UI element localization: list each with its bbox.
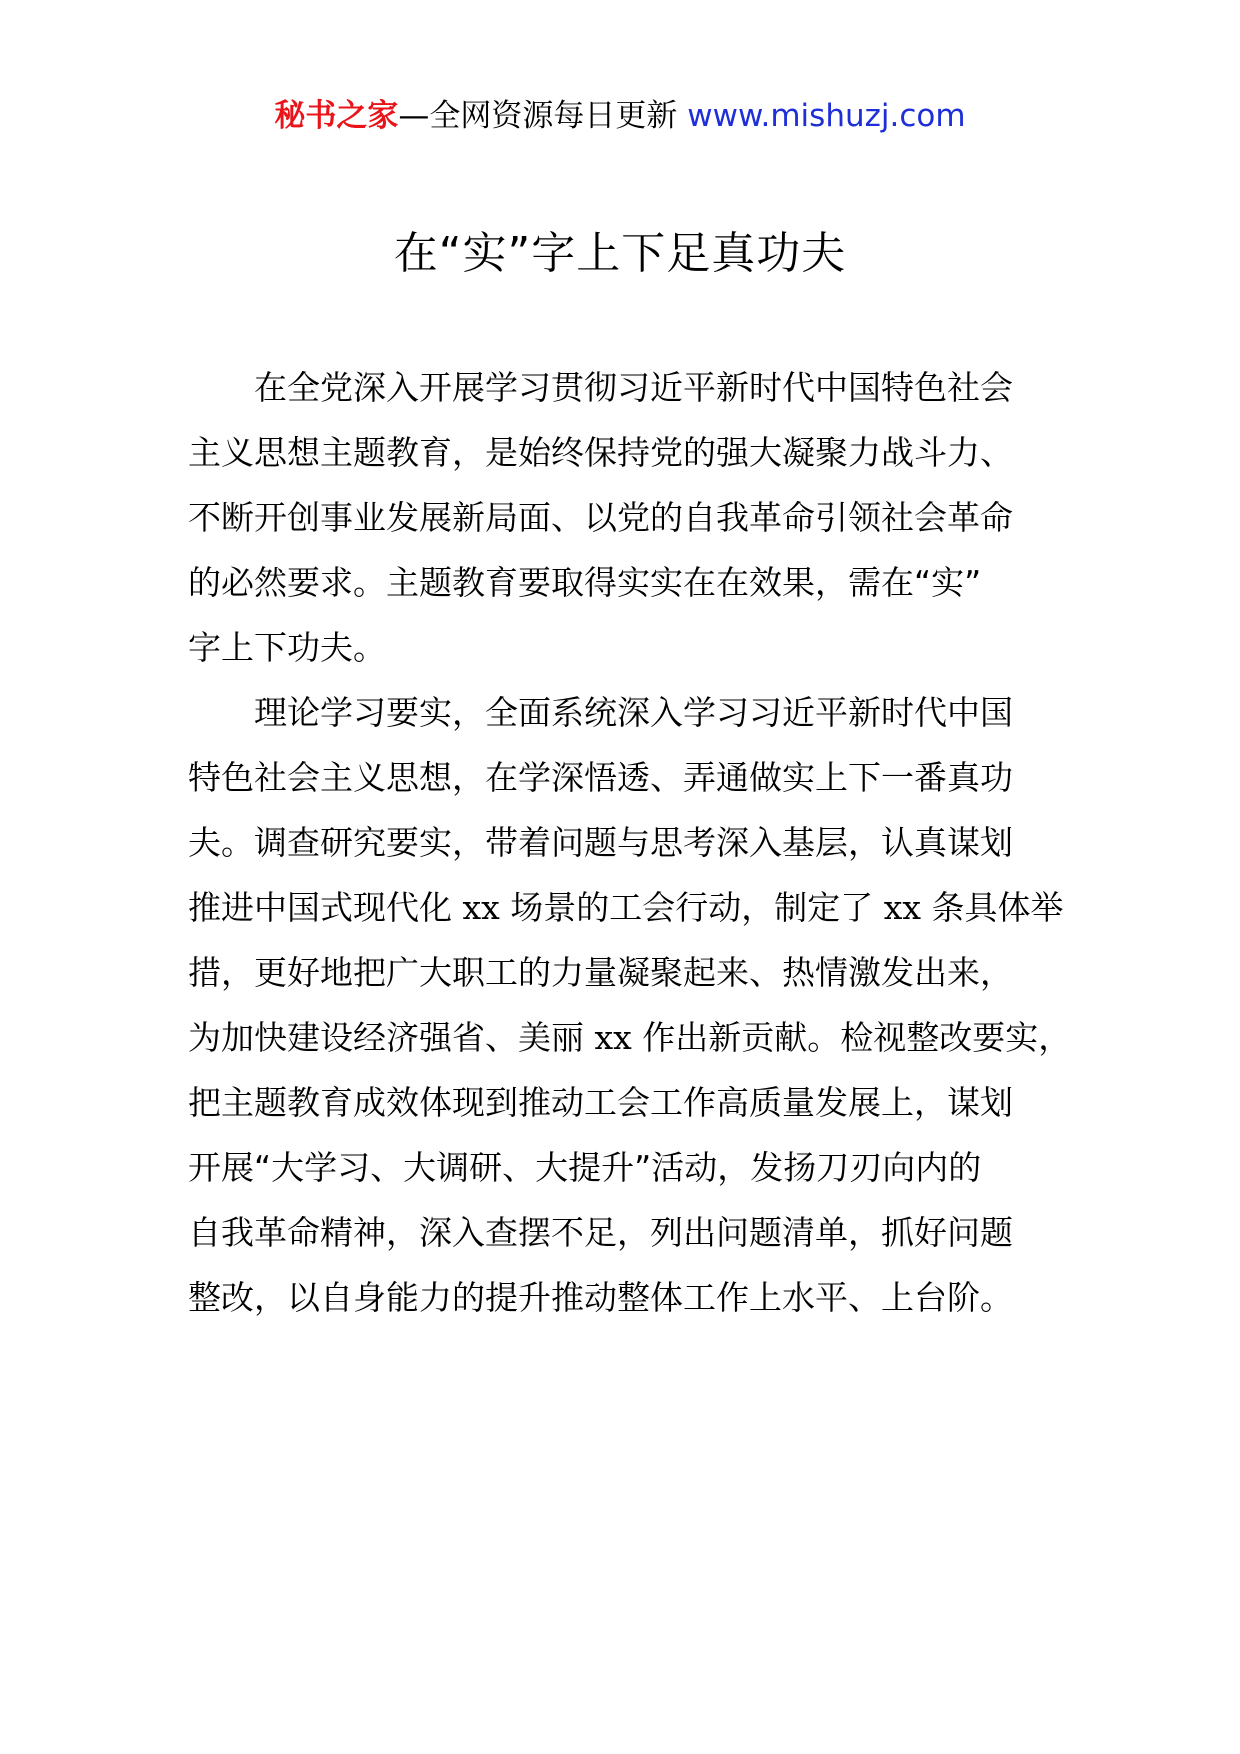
paragraph-line: 开展“大学习、大调研、大提升”活动，发扬刀刃向内的 [188, 1148, 982, 1187]
placeholder-text: xx [462, 888, 500, 927]
paragraph-line: 理论学习要实，全面系统深入学习习近平新时代中国 [254, 693, 1013, 732]
paragraph-line: 不断开创事业发展新局面、以党的自我革命引领社会革命 [188, 498, 1013, 537]
paragraph-line: 夫。调查研究要实，带着问题与思考深入基层，认真谋划 [188, 823, 1013, 862]
paragraph-line: 自我革命精神，深入查摆不足，列出问题清单，抓好问题 [188, 1213, 1013, 1252]
paragraph-2 [188, 680, 1088, 1330]
paragraph-line: 把主题教育成效体现到推动工会工作高质量发展上，谋划 [188, 1083, 1013, 1122]
line-segment: 为加快建设经济强省、美丽 [188, 1018, 595, 1057]
paragraph-line: 的必然要求。主题教育要取得实实在在效果，需在“实” [188, 563, 982, 602]
placeholder-text: xx [594, 1018, 632, 1057]
placeholder-text: xx [883, 888, 921, 927]
paragraph-line: 整改，以自身能力的提升推动整体工作上水平、上台阶。 [188, 1278, 1013, 1317]
paragraph-line [188, 875, 1088, 940]
line-segment: 场景的工会行动，制定了 [499, 888, 884, 927]
paragraph-line: 主义思想主题教育，是始终保持党的强大凝聚力战斗力、 [188, 433, 1013, 472]
line-segment: 作出新贡献。检视整改要实， [631, 1018, 1072, 1057]
paragraph-line: 特色社会主义思想，在学深悟透、弄通做实上下一番真功 [188, 758, 1013, 797]
document-title: 在“实”字上下足真功夫 [393, 228, 847, 279]
paragraph-line: 字上下功夫。 [188, 628, 386, 667]
line-segment: 推进中国式现代化 [188, 888, 463, 927]
site-tagline: —全网资源每日更新 [398, 98, 688, 134]
document-body [188, 355, 1088, 1330]
site-brand-name: 秘书之家 [274, 98, 399, 134]
line-segment: 条具体举 [920, 888, 1064, 927]
site-url-link[interactable]: www.mishuzj.com [687, 98, 966, 134]
paragraph-line: 在全党深入开展学习贯彻习近平新时代中国特色社会 [254, 368, 1013, 407]
paragraph-line: 措，更好地把广大职工的力量凝聚起来、热情激发出来， [188, 953, 1013, 992]
paragraph-line [188, 1005, 1088, 1070]
site-header-banner [0, 96, 1240, 136]
paragraph-1 [188, 355, 1088, 680]
